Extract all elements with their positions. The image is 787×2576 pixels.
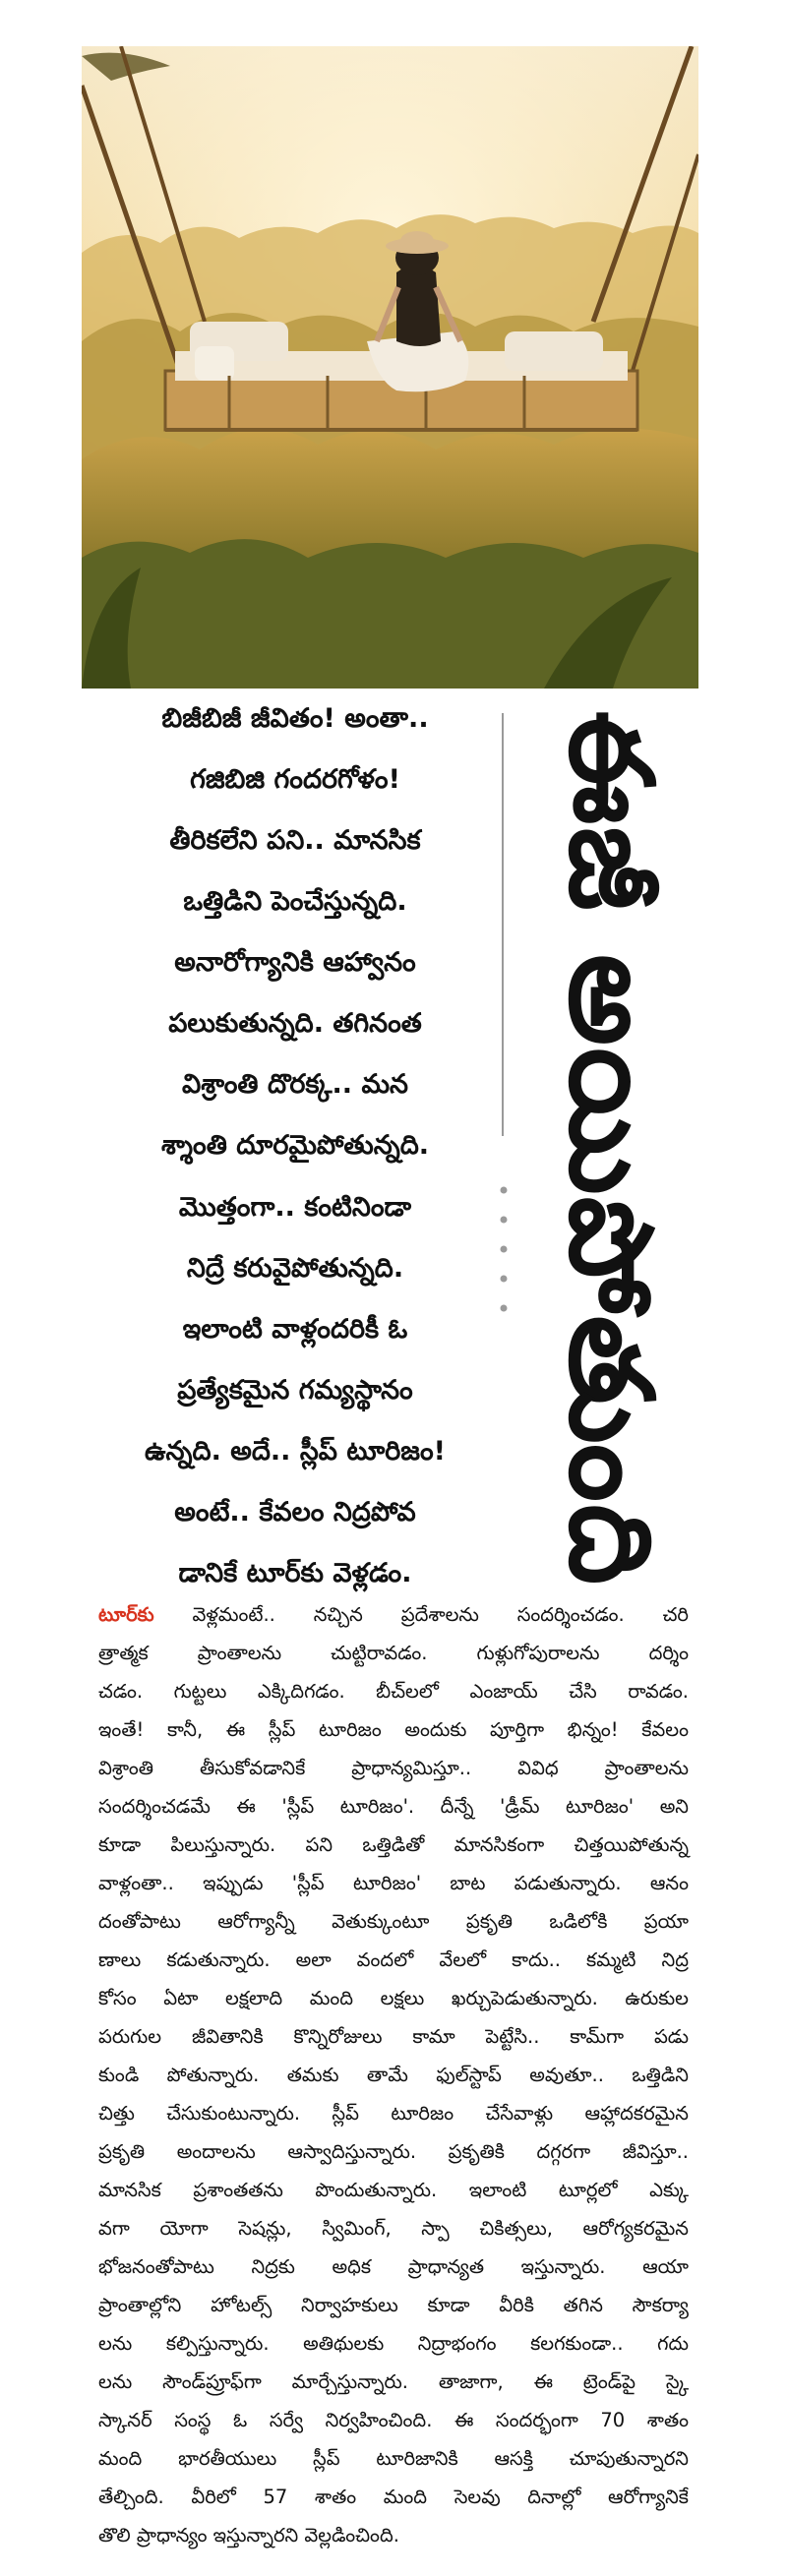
intro-line: బిజీబిజీ జీవితం! అంతా.. — [161, 703, 429, 734]
body-line: లను కల్పిస్తున్నారు. అతిథులకు నిద్రాభంగం కలగకుండా.. గదు — [98, 2332, 689, 2356]
body-line: పరుగుల జీవితానికి కొన్నిరోజులు కామా పెట్టేసి.. కామ్‌గా పడు — [98, 2025, 689, 2049]
intro-line: ఇలాంటి వాళ్లందరికీ ఓ — [182, 1313, 408, 1345]
first-line-rest: వెళ్లమంటే.. నచ్చిన ప్రదేశాలను సందర్శించడం. చరి — [153, 1603, 689, 1626]
article-body — [98, 1603, 689, 2547]
body-line: కోసం ఏటా లక్షలాది మంది లక్షలు ఖర్చుపెడుతున్నారు. ఉరుకుల — [98, 1987, 689, 2010]
intro-line: అంటే.. కేవలం నిద్రపోవ — [174, 1496, 416, 1528]
body-line: స్కానర్ సంస్థ ఓ సర్వే నిర్వహించింది. ఈ సందర్భంగా 70 శాతం — [98, 2409, 689, 2432]
swing-bed-illustration — [82, 46, 698, 689]
intro-line: డానికే టూర్‌కు వెళ్లడం. — [178, 1557, 412, 1588]
intro-line: తీరికలేని పని.. మానసిక — [169, 825, 421, 857]
body-line-first — [98, 1603, 689, 1626]
intro-line: ఒత్తిడిని పెంచేస్తున్నది. — [183, 886, 407, 918]
divider-dots — [499, 1180, 509, 1397]
vertical-headline — [512, 703, 708, 1593]
body-line: తేల్చింది. వీరిలో 57 శాతం మంది సెలవు దినాల్లో ఆరోగ్యానికే — [98, 2486, 689, 2509]
intro-line: అనారోగ్యానికి ఆహ్వానం — [174, 947, 416, 979]
column-divider — [502, 713, 504, 1136]
article-photo — [82, 46, 698, 689]
body-line: లను సౌండ్‌ప్రూఫ్‌గా మార్చేస్తున్నారు. తాజాగా, ఈ ట్రెండ్‌పై స్కై — [98, 2370, 689, 2394]
body-line: భోజనంతోపాటు నిద్రకు అధిక ప్రాధాన్యత ఇస్తున్నారు. ఆయా — [98, 2255, 689, 2279]
intro-line: పలుకుతున్నది. తగినంత — [168, 1008, 422, 1040]
intro-line: శ్శాంతి దూరమైపోతున్నది. — [160, 1130, 430, 1162]
body-line: చడం. గుట్టలు ఎక్కిదిగడం. బీచ్‌లలో ఎంజాయ్ చేసి రావడం. — [98, 1680, 689, 1704]
body-line: దంతోపాటు ఆరోగ్యాన్నీ వెతుక్కుంటూ ప్రకృతి ఒడిలోకి ప్రయా — [98, 1910, 689, 1934]
body-line: మానసిక ప్రశాంతతను పొందుతున్నారు. ఇలాంటి టూర్లలో ఎక్కు — [98, 2179, 689, 2202]
intro-line: ఉన్నది. అదే.. స్లీప్ టూరిజం! — [145, 1435, 446, 1467]
body-line: చిత్తు చేసుకుంటున్నారు. స్లీప్ టూరిజం చేసేవాళ్లు ఆహ్లాదకరమైన — [98, 2102, 689, 2126]
body-line: ఇంతే! కానీ, ఈ స్లీప్ టూరిజం అందుకు పూర్తిగా భిన్నం! కేవలం — [98, 1718, 689, 1742]
body-line: కుండి పోతున్నారు. తమకు తామే ఫుల్‌స్టాప్ అవుతూ.. ఒత్తిడిని — [98, 2064, 689, 2087]
body-line: కూడా పిలుస్తున్నారు. పని ఒత్తిడితో మానసికంగా చిత్తయిపోతున్న — [98, 1833, 689, 1857]
intro-line: గజిబిజి గందరగోళం! — [190, 764, 400, 796]
intro-line: విశ్రాంతి దొరక్క.. మన — [182, 1069, 408, 1101]
body-line: వగా యోగా సెషన్లు, స్విమింగ్, స్పా చికిత్సలు, ఆరోగ్యకరమైన — [98, 2217, 689, 2241]
body-line: మంది భారతీయులు స్లీప్ టూరిజానికి ఆసక్తి చూపుతున్నారని — [98, 2447, 689, 2471]
body-line: ణాలు కడుతున్నారు. అలా వందలో వేలలో కాదు.. కమ్మటి నిద్ర — [98, 1948, 689, 1972]
body-line-last: తొలి ప్రాధాన్యం ఇస్తున్నారని వెల్లడించింది. — [98, 2524, 399, 2547]
body-line: వాళ్లంతా.. ఇప్పుడు 'స్లీప్ టూరిజం' బాట పడుతున్నారు. ఆనం — [98, 1872, 689, 1895]
headline-text: ఈజీ అయిపోతుంది — [544, 710, 678, 1587]
body-line: ప్రాంతాల్లోని హోటల్స్ నిర్వాహకులు కూడా వీరికి తగిన సౌకర్యా — [98, 2294, 689, 2317]
lead-word: టూర్‌కు — [98, 1603, 154, 1626]
body-line: సందర్శించడమే ఈ 'స్లీప్ టూరిజం'. దీన్నే 'డ్రీమ్ టూరిజం' అని — [98, 1795, 689, 1819]
intro-line: మొత్తంగా.. కంటినిండా — [178, 1191, 412, 1223]
intro-block — [93, 703, 497, 1588]
body-line: ప్రకృతి అందాలను ఆస్వాదిస్తున్నారు. ప్రకృతికి దగ్గరగా జీవిస్తూ.. — [98, 2140, 689, 2164]
body-line: విశ్రాంతి తీసుకోవడానికే ప్రాధాన్యమిస్తూ.. వివిధ ప్రాంతాలను — [98, 1757, 689, 1780]
intro-line: నిద్రే కరువైపోతున్నది. — [186, 1252, 404, 1284]
body-line: త్రాత్మక ప్రాంతాలను చుట్టిరావడం. గుళ్లుగోపురాలను దర్శిం — [98, 1642, 689, 1665]
intro-line: ప్రత్యేకమైన గమ్యస్థానం — [177, 1374, 413, 1406]
